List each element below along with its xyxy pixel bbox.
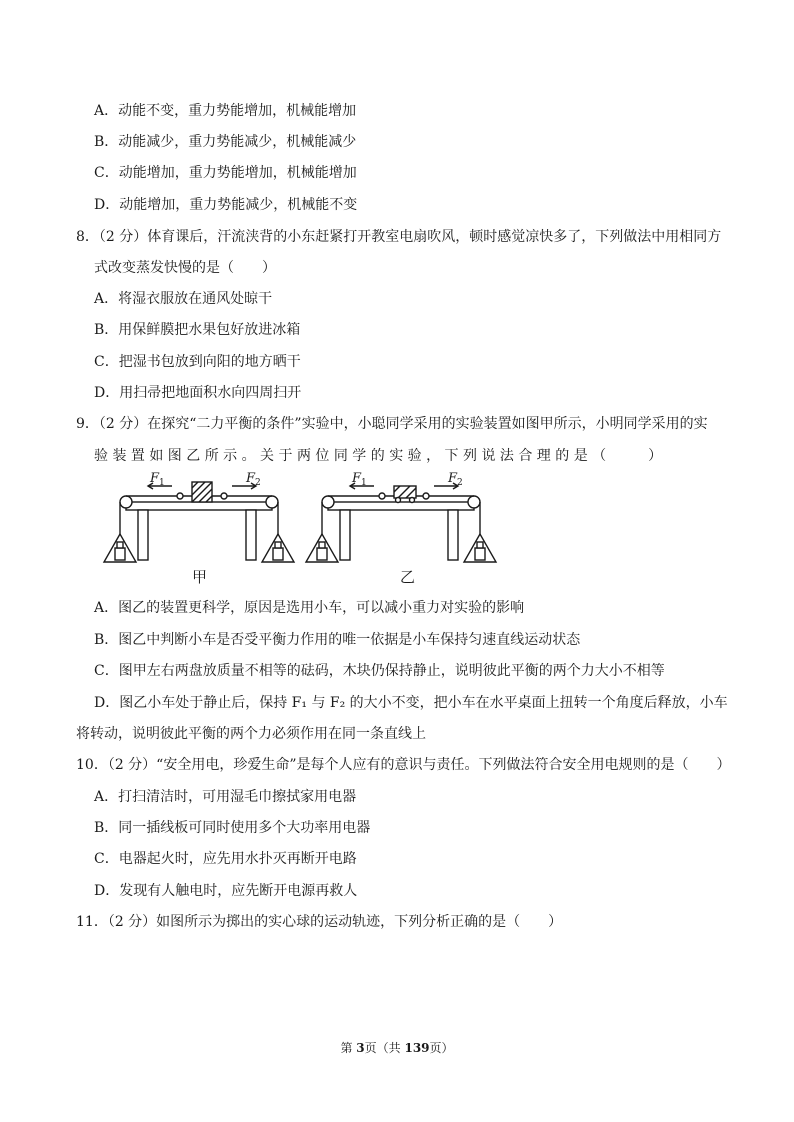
q8-stem-line1: 8．（2 分）体育课后，汗流浃背的小东赶紧打开教室电扇吹风，顿时感觉凉快多了，下列做法中用相同方	[76, 229, 722, 245]
q10-option-b: B．同一插线板可同时使用多个大功率用电器	[94, 820, 371, 836]
force-label-f1-jia: $F_1$	[150, 471, 165, 488]
table-top-jia	[126, 502, 272, 510]
pulley-right-jia	[266, 496, 278, 508]
q8-option-b: B．用保鲜膜把水果包好放进冰箱	[94, 322, 301, 338]
force-label-f1-yi: $F_1$	[352, 471, 367, 488]
q10-option-c: C．电器起火时，应先用水扑灭再断开电路	[94, 851, 357, 867]
q8-option-c: C．把湿书包放到向阳的地方晒干	[94, 354, 301, 370]
q7-option-c: C．动能增加，重力势能增加，机械能增加	[94, 165, 357, 181]
q9-stem-line2: 验 装 置 如 图 乙 所 示 。 关 于 两 位 同 学 的 实 验 ， 下 列 说 法 合 理 的 是 （ ）	[94, 448, 663, 464]
footer-middle: 页（共	[364, 1041, 405, 1055]
q8-stem-line2: 式改变蒸发快慢的是（ ）	[94, 260, 276, 276]
footer-page-number: 3	[356, 1041, 365, 1055]
q7-option-a: A．动能不变，重力势能增加，机械能增加	[94, 103, 357, 119]
q9-option-d: D．图乙小车处于静止后，保持 F₁ 与 F₂ 的大小不变，把小车在水平桌面上扭转一个角度后释放，小车	[94, 695, 728, 711]
q9-option-c: C．图甲左右两盘放质量不相等的砝码，木块仍保持静止，说明彼此平衡的两个力大小不相等	[94, 663, 665, 679]
footer-prefix: 第	[340, 1041, 357, 1055]
q8-option-a: A．将湿衣服放在通风处晾干	[94, 291, 273, 307]
force-label-f2-jia: $F_2$	[246, 471, 261, 488]
footer-total-pages: 139	[404, 1041, 430, 1055]
table-leg-left-yi	[340, 510, 350, 560]
page-footer	[0, 1040, 794, 1056]
apparatus-yi	[306, 483, 496, 562]
q11-stem: 11．（2 分）如图所示为掷出的实心球的运动轨迹，下列分析正确的是（ ）	[76, 914, 563, 930]
table-top-yi	[328, 502, 474, 510]
q9-figure	[96, 468, 516, 590]
apparatus-jia	[104, 482, 294, 562]
q10-option-d: D．发现有人触电时，应先断开电源再救人	[94, 883, 358, 899]
q9-stem-line1: 9．（2 分）在探究“二力平衡的条件”实验中，小聪同学采用的实验装置如图甲所示，小明同学采用的实	[76, 416, 708, 432]
table-leg-right-jia	[246, 510, 256, 560]
q8-option-d: D．用扫帚把地面积水向四周扫开	[94, 385, 302, 401]
figure-label-jia: 甲	[192, 568, 208, 586]
table-leg-right-yi	[448, 510, 458, 560]
figure-label-yi: 乙	[400, 568, 416, 586]
pulley-left-jia	[120, 496, 132, 508]
q10-stem: 10．（2 分）“安全用电，珍爱生命”是每个人应有的意识与责任。下列做法符合安全用电规则的是（ ）	[76, 757, 731, 773]
q9-option-a: A．图乙的装置更科学，原因是选用小车，可以减小重力对实验的影响	[94, 600, 525, 616]
footer-suffix: 页）	[429, 1041, 454, 1055]
q9-option-b: B．图乙中判断小车是否受平衡力作用的唯一依据是小车保持匀速直线运动状态	[94, 632, 581, 648]
table-leg-left-jia	[138, 510, 148, 560]
force-label-f2-yi: $F_2$	[448, 471, 463, 488]
pulley-left-yi	[322, 496, 334, 508]
q7-option-d: D．动能增加，重力势能减少，机械能不变	[94, 197, 358, 213]
q10-option-a: A．打扫清洁时，可用湿毛巾擦拭家用电器	[94, 789, 357, 805]
pulley-right-yi	[468, 496, 480, 508]
q9-option-d-continued: 将转动，说明彼此平衡的两个力必须作用在同一条直线上	[76, 726, 426, 742]
q7-option-b: B．动能减少，重力势能减少，机械能减少	[94, 134, 357, 150]
